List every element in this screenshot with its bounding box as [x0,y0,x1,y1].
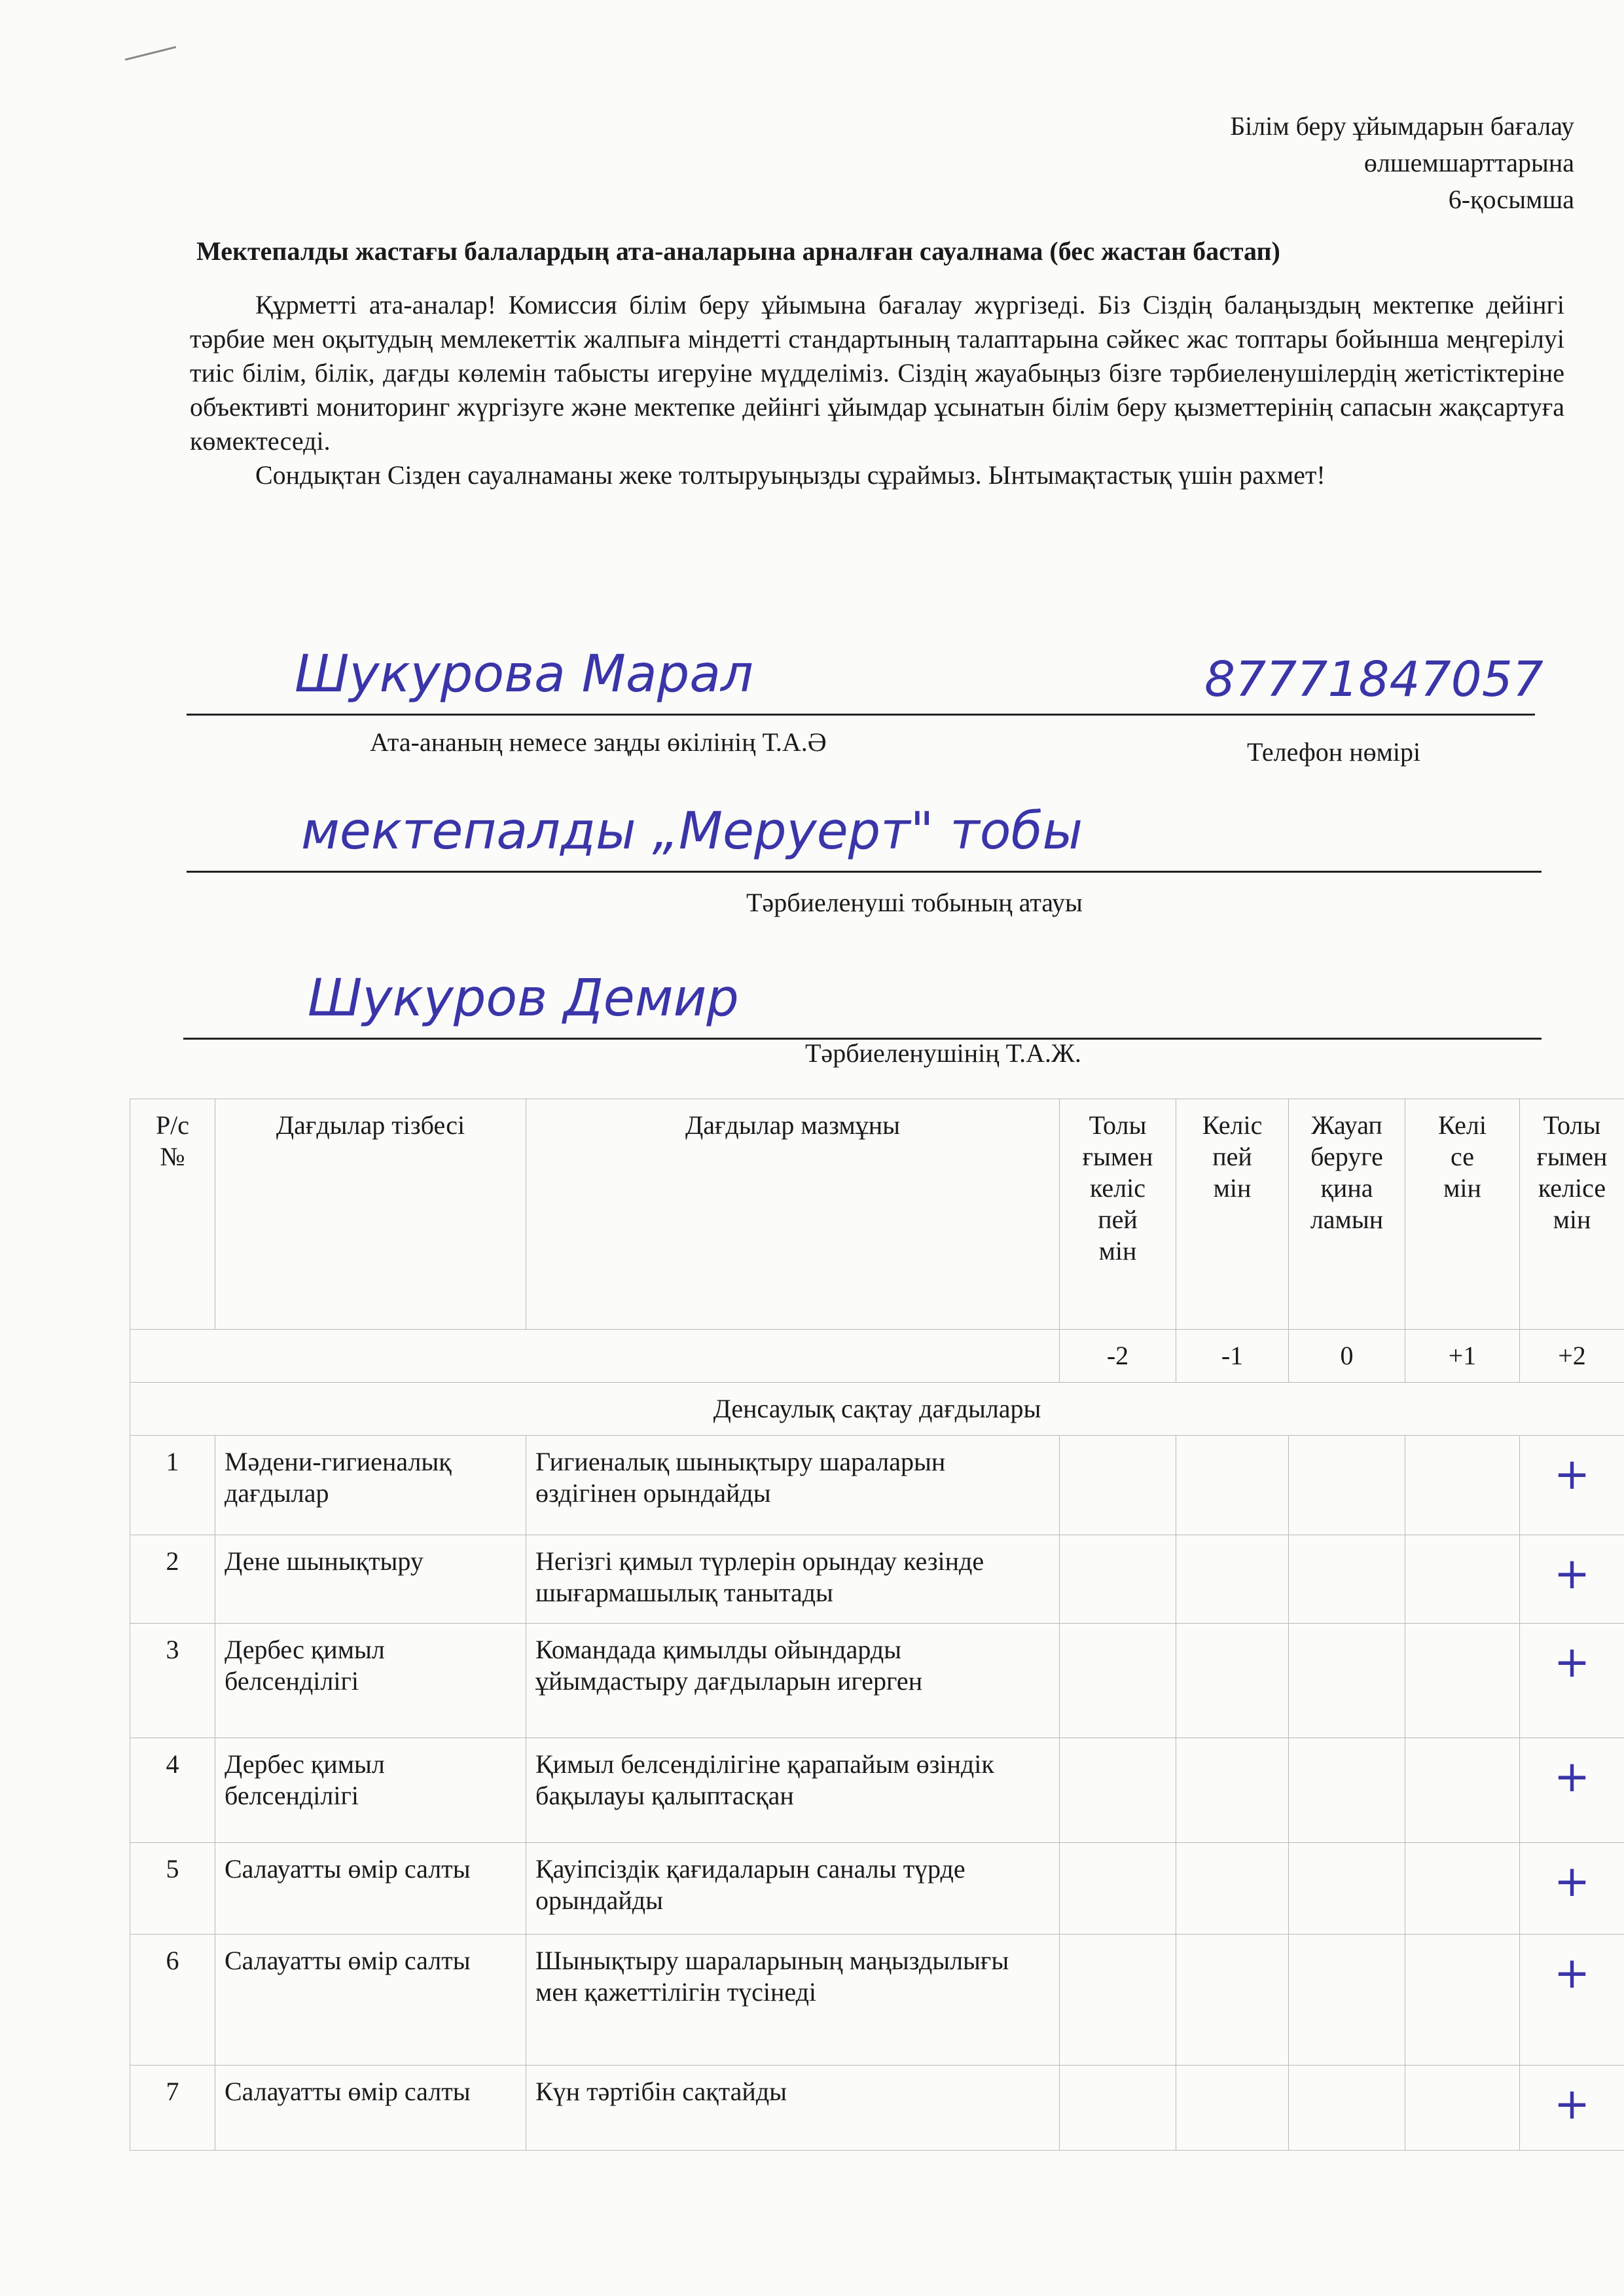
answer-cell [1176,2066,1289,2151]
row-num: 1 [130,1436,215,1535]
answer-cell [1289,1436,1405,1535]
answer-cell [1060,2066,1176,2151]
header-agree: Келі се мін [1405,1099,1520,1330]
answer-cell [1405,1843,1520,1935]
answer-cell [1060,1738,1176,1843]
parent-name-handwritten: Шукурова Марал [295,645,753,704]
row-skill: Дене шынықтыру [215,1535,526,1624]
table-row [130,2066,1624,2151]
answer-cell [1060,1436,1176,1535]
section-row [130,1383,1624,1436]
answer-cell-checked [1520,1935,1624,2066]
handwritten-plus-mark: + [1553,2079,1591,2129]
answer-cell-checked [1520,1624,1624,1738]
handwritten-plus-mark: + [1553,1751,1591,1802]
parent-signature-line [187,714,1535,716]
skills-table [130,1099,1624,2151]
header-content: Дағдылар мазмұны [526,1099,1060,1330]
section-title: Денсаулық сақтау дағдылары [130,1383,1624,1436]
answer-cell [1289,1535,1405,1624]
group-label: Тәрбиеленуші тобының атауы [746,888,1083,917]
table-header-row [130,1099,1624,1330]
answer-cell [1060,1535,1176,1624]
header-strongly-agree: Толы ғымен келісе мін [1520,1099,1624,1330]
parent-name-label: Ата-ананың немесе заңды өкілінің Т.А.Ә [370,727,827,757]
answer-cell [1060,1624,1176,1738]
header-skill: Дағдылар тізбесі [215,1099,526,1330]
answer-cell [1289,2066,1405,2151]
phone-handwritten: 87771847057 [1204,651,1543,708]
row-content: Шынықтыру шараларының маңыздылығы мен қажеттілігін түсінеді [526,1935,1060,2066]
intro-paragraph-2: Сондықтан Сізден сауалнаманы жеке толтыруыңызды сұраймыз. Ынтымақтастық үшін рахмет! [255,460,1326,490]
header-undecided: Жауап беруге қина ламын [1289,1099,1405,1330]
answer-cell-checked [1520,1843,1624,1935]
handwritten-plus-mark: + [1553,1948,1591,1998]
answer-cell [1060,1843,1176,1935]
child-label: Тәрбиеленушінің Т.А.Ж. [805,1038,1081,1068]
row-num: 3 [130,1624,215,1738]
table-row [130,1535,1624,1624]
answer-cell-checked [1520,1535,1624,1624]
handwritten-plus-mark: + [1553,1449,1591,1499]
score-row [130,1330,1624,1383]
answer-cell [1289,1935,1405,2066]
intro-text [190,288,1564,492]
document-title: Мектепалды жастағы балалардың ата-аналарына арналған сауалнама (бес жастан бастап) [196,236,1280,266]
table-row [130,1738,1624,1843]
answer-cell [1176,1436,1289,1535]
answer-cell [1176,1738,1289,1843]
handwritten-plus-mark: + [1553,1637,1591,1687]
row-num: 4 [130,1738,215,1843]
answer-cell [1405,1436,1520,1535]
answer-cell [1405,1535,1520,1624]
answer-cell-checked [1520,1436,1624,1535]
table-row [130,1624,1624,1738]
header-disagree: Келіс пей мін [1176,1099,1289,1330]
row-skill: Дербес қимыл белсенділігі [215,1624,526,1738]
row-content: Күн тәртібін сақтайды [526,2066,1060,2151]
score-minus-1: -1 [1176,1330,1289,1383]
handwritten-plus-mark: + [1553,1856,1591,1906]
row-skill: Салауатты өмір салты [215,1843,526,1935]
row-content: Негізгі қимыл түрлерін орындау кезінде шығармашылық танытады [526,1535,1060,1624]
row-num: 7 [130,2066,215,2151]
answer-cell [1405,1935,1520,2066]
answer-cell-checked [1520,2066,1624,2151]
answer-cell [1405,1624,1520,1738]
answer-cell [1176,1843,1289,1935]
header-strongly-disagree: Толы ғымен келіс пей мін [1060,1099,1176,1330]
row-skill: Дербес қимыл белсенділігі [215,1738,526,1843]
answer-cell-checked [1520,1738,1624,1843]
row-num: 5 [130,1843,215,1935]
table-row [130,1436,1624,1535]
score-plus-1: +1 [1405,1330,1520,1383]
answer-cell [1176,1535,1289,1624]
score-minus-2: -2 [1060,1330,1176,1383]
score-plus-2: +2 [1520,1330,1624,1383]
margin-pen-stroke [125,46,176,60]
row-content: Командада қимылды ойындарды ұйымдастыру дағдыларын игерген [526,1624,1060,1738]
header-num: Р/с № [130,1099,215,1330]
group-line [187,871,1542,873]
row-content: Гигиеналық шынықтыру шараларын өздігінен орындайды [526,1436,1060,1535]
answer-cell [1176,1624,1289,1738]
answer-cell [1060,1935,1176,2066]
score-zero: 0 [1289,1330,1405,1383]
answer-cell [1289,1624,1405,1738]
answer-cell [1176,1935,1289,2066]
group-name-handwritten: мектепалды „Меруерт" тобы [301,802,1083,861]
row-num: 6 [130,1935,215,2066]
handwritten-plus-mark: + [1553,1548,1591,1599]
answer-cell [1289,1843,1405,1935]
appendix-line-3: 6-қосымша [1448,185,1574,214]
appendix-line-1: Білім беру ұйымдарын бағалау [1230,111,1574,141]
intro-paragraph-1: Құрметті ата-аналар! Комиссия білім беру ұйымына бағалау жүргізеді. Біз Сіздің балаңыздың мектепке дейінгі тәрбие мен оқытудың мемлекеттік жалпыға міндетті стандартының талаптарына сәйкес жас топтары бойынша меңгерілуі тиіс білім, білік, дағды көлемін табысты игеруіне мүдделіміз. Сіздің жауабыңыз бізге тәрбиеленушілердің жетістіктеріне объективті мониторинг жүргізуге және мектепке дейінгі ұйымдар ұсынатын білім беру қызметтерінің сапасын жақсартуға көмектеседі. [190,290,1564,456]
answer-cell [1289,1738,1405,1843]
row-content: Қауіпсіздік қағидаларын саналы түрде орындайды [526,1843,1060,1935]
appendix-note [1230,108,1574,218]
appendix-line-2: өлшемшарттарына [1363,148,1574,177]
score-row-spacer [130,1330,1060,1383]
answer-cell [1405,1738,1520,1843]
answer-cell [1405,2066,1520,2151]
table-row [130,1843,1624,1935]
row-skill: Салауатты өмір салты [215,2066,526,2151]
row-num: 2 [130,1535,215,1624]
child-name-handwritten: Шукуров Демир [308,969,739,1028]
phone-label: Телефон нөмірі [1247,737,1421,767]
row-skill: Мәдени-гигиеналық дағдылар [215,1436,526,1535]
row-skill: Салауатты өмір салты [215,1935,526,2066]
row-content: Қимыл белсенділігіне қарапайым өзіндік бақылауы қалыптасқан [526,1738,1060,1843]
table-row [130,1935,1624,2066]
